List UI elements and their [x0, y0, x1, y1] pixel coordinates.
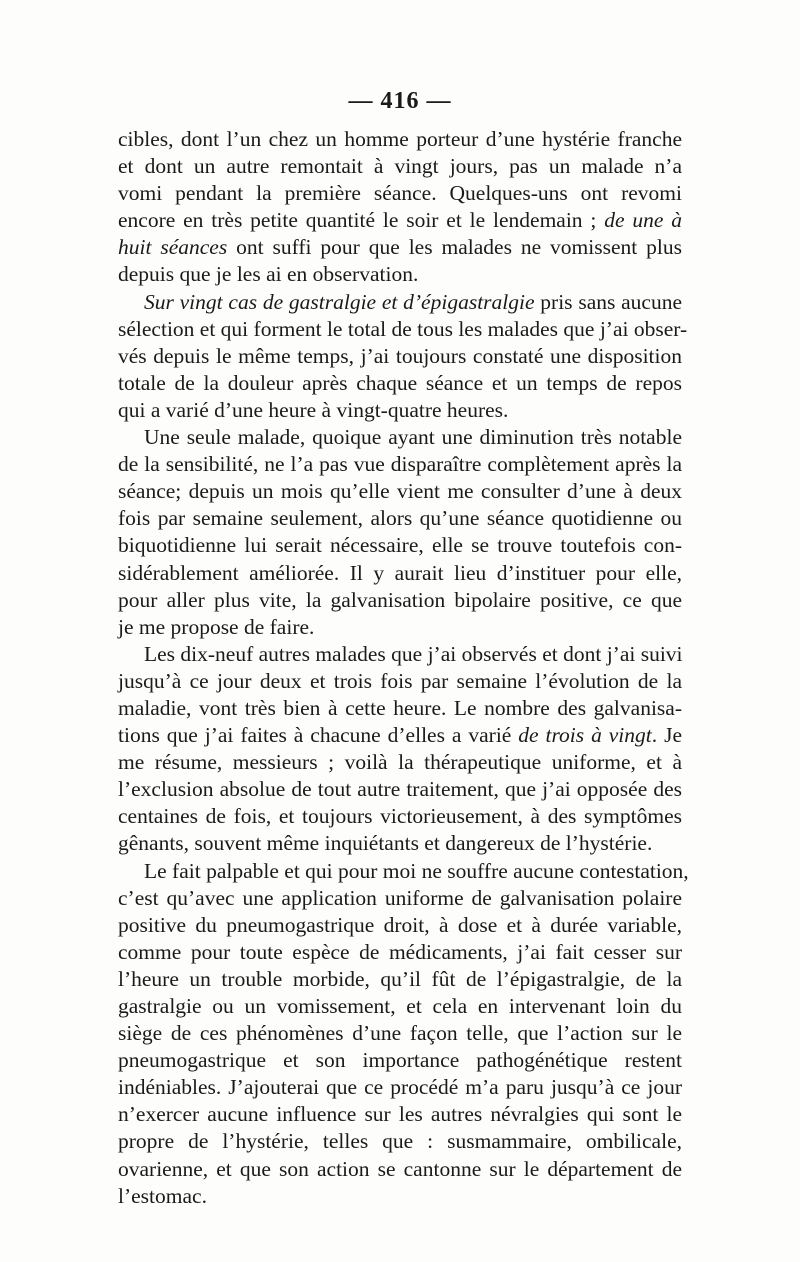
text-line: centaines de fois, et toujours victorieusement, à des symptômes	[118, 804, 682, 829]
text-line: pneumogastrique et son importance pathogénétique restent	[118, 1048, 682, 1073]
text-line: biquotidienne lui serait nécessaire, elle se trouve toutefois con-	[118, 533, 682, 558]
text-line: totale de la douleur après chaque séance et un temps de repos	[118, 370, 682, 395]
text-line: l’exclusion absolue de tout autre traitement, que j’ai opposée des	[118, 777, 682, 802]
text-line: huit séances ont suffi pour que les malades ne vomissent plus	[118, 235, 682, 260]
text-line: positive du pneumogastrique droit, à dose et à durée variable,	[118, 912, 682, 937]
text-line: maladie, vont très bien à cette heure. Le nombre des galvanisa-	[118, 695, 682, 720]
text-line: l’estomac.	[118, 1183, 207, 1208]
text-line: comme pour toute espèce de médicaments, j’ai fait cesser sur	[118, 939, 682, 964]
text-line: et dont un autre remontait à vingt jours, pas un malade n’a	[118, 154, 682, 179]
page-number: — 416 —	[348, 88, 452, 114]
paragraph	[118, 858, 689, 1210]
text-line: gastralgie ou un vomissement, et cela en intervenant loin du	[118, 994, 682, 1018]
text-line: pour aller plus vite, la galvanisation bipolaire positive, ce que	[118, 587, 682, 612]
text-line: séance; depuis un mois qu’elle vient me consulter d’une à deux	[118, 479, 682, 504]
text-line: depuis que je les ai en observation.	[118, 262, 419, 287]
text-line: Une seule malade, quoique ayant une diminution très notable	[144, 425, 682, 450]
text-line: sidérablement améliorée. Il y aurait lieu d’instituer pour elle,	[118, 560, 682, 585]
text-line: siège de ces phénomènes d’une façon telle, que l’action sur le	[118, 1021, 682, 1046]
paragraph	[118, 289, 688, 424]
body-text	[118, 126, 689, 1210]
text-line: indéniables. J’ajouterai que ce procédé m’a paru jusqu’à ce jour	[118, 1075, 682, 1100]
text-line: n’exercer aucune influence sur les autres névralgies qui sont le	[118, 1102, 682, 1127]
text-line: jusqu’à ce jour deux et trois fois par semaine l’évolution de la	[118, 668, 682, 693]
text-line: c’est qu’avec une application uniforme de galvanisation polaire	[118, 885, 682, 910]
text-line: encore en très petite quantité le soir et le lendemain ; de une à	[118, 208, 682, 233]
paragraph	[118, 641, 682, 858]
text-line: sélection et qui forment le total de tous les malades que j’ai obser-	[118, 316, 688, 341]
text-line: Les dix-neuf autres malades que j’ai observés et dont j’ai suivi	[144, 641, 683, 666]
text-line: gênants, souvent même inquiétants et dangereux de l’hystérie.	[118, 831, 653, 856]
text-line: cibles, dont l’un chez un homme porteur d’une hystérie franche	[118, 127, 682, 151]
text-line: Le fait palpable et qui pour moi ne souffre aucune contestation,	[144, 858, 689, 883]
text-line: me résume, messieurs ; voilà la thérapeutique uniforme, et à	[118, 750, 682, 775]
text-line: l’heure un trouble morbide, qu’il fût de l’épigastralgie, de la	[118, 966, 682, 991]
paragraph	[118, 424, 682, 641]
paragraph	[118, 126, 682, 289]
text-line: de la sensibilité, ne l’a pas vue disparaître complètement après la	[118, 452, 682, 477]
text-line: vés depuis le même temps, j’ai toujours constaté une disposition	[118, 343, 682, 368]
text-line: propre de l’hystérie, telles que : susmammaire, ombilicale,	[118, 1129, 682, 1154]
text-line: tions que j’ai faites à chacune d’elles a varié de trois à vingt. Je	[118, 723, 682, 748]
text-line: qui a varié d’une heure à vingt-quatre heures.	[118, 397, 509, 422]
text-line: Sur vingt cas de gastralgie et d’épigastralgie pris sans aucune	[144, 289, 682, 314]
text-line: je me propose de faire.	[118, 614, 315, 639]
text-line: fois par semaine seulement, alors qu’une séance quotidienne ou	[118, 506, 682, 531]
text-line: vomi pendant la première séance. Quelques-uns ont revomi	[118, 181, 682, 206]
text-line: ovarienne, et que son action se cantonne sur le département de	[118, 1156, 682, 1181]
